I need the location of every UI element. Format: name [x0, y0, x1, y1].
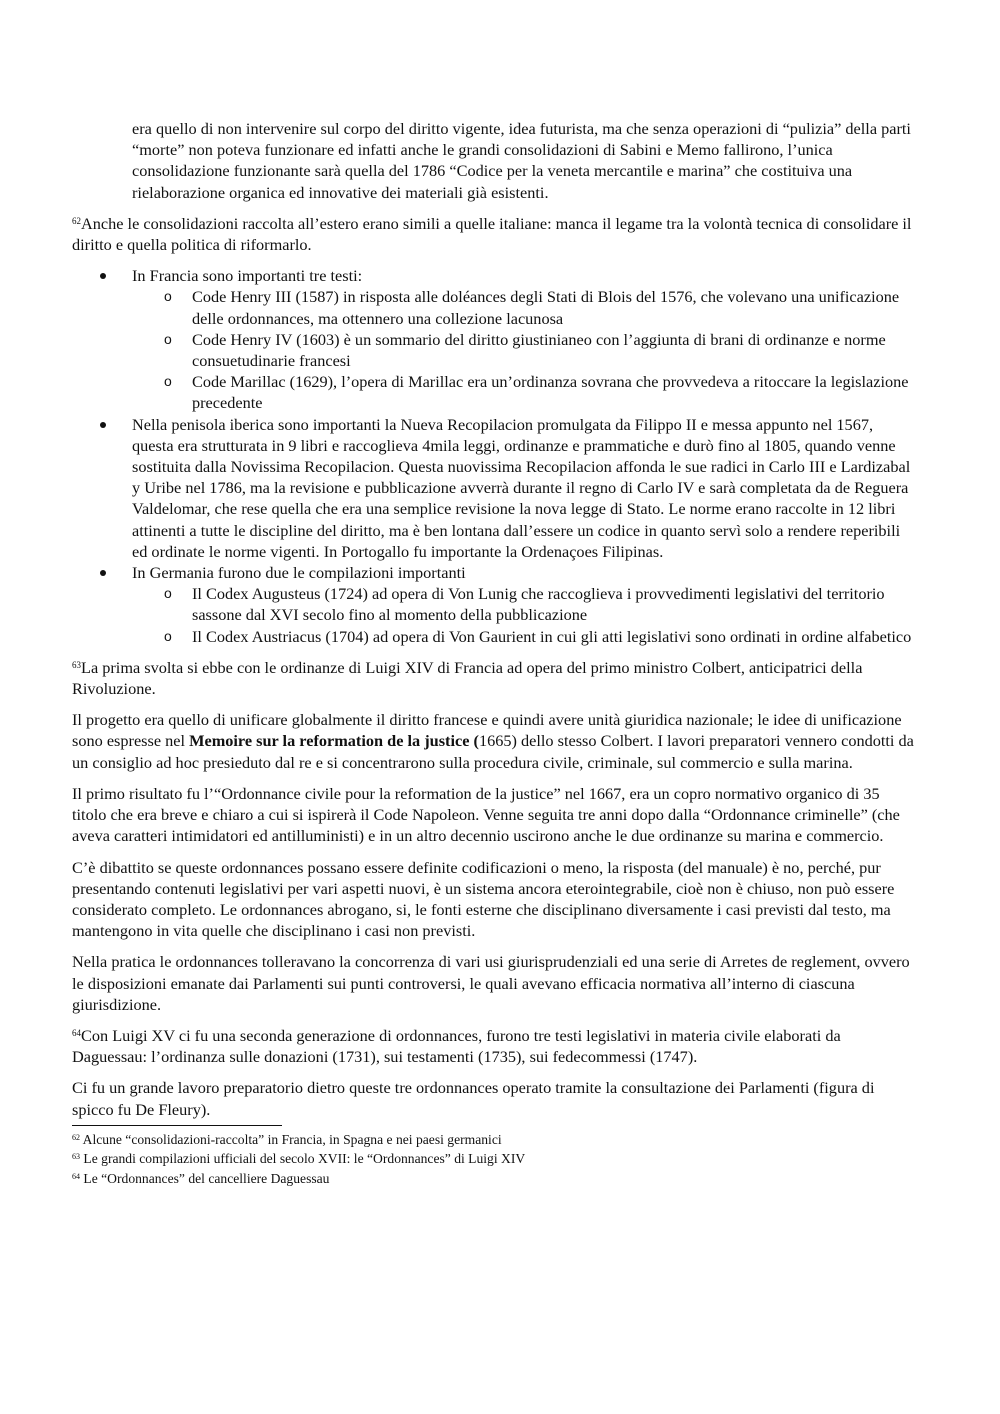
footnote-text: Le grandi compilazioni ufficiali del secolo XVII: le “Ordonnances” di Luigi XIV: [83, 1151, 526, 1167]
memoire-title: Memoire sur la reformation de la justice (: [189, 731, 479, 751]
project-text-after: 1665) dello stesso Colbert. I lavori preparatori vennero condotti da un consiglio ad hoc presieduto dal re e si concentrarono sulla procedura civile, criminale, sul commercio e sulla marina.: [72, 731, 914, 772]
list-item-francia: [72, 265, 917, 413]
project-text-before: Il progetto era quello di unificare globalmente il diritto francese e quindi avere unità giuridica nazionale; le idee di unificazione sono espresse nel: [72, 710, 902, 751]
sublist-item: o Il Codex Austriacus (1704) ad opera di Von Gaurient in cui gli atti legislativi sono ordinati in ordine alfabetico: [132, 626, 917, 647]
project-paragraph: [72, 709, 917, 773]
footnote-ref-63[interactable]: 63: [72, 659, 81, 670]
ordonnance-civile-paragraph: Il primo risultato fu l’“Ordonnance civile pour la reformation de la justice” nel 1667, era un copro normativo organico di 35 titolo che era breve e chiaro a cui si ispirerà il Code Napoleon. Venne seguita tre anni dopo dalla “Ordonnance criminelle” (che aveva caratteri intimidatori ed antilluministi) e in un altro decennio uscirono anche le due ordinanze su marina e commercio.: [72, 783, 900, 846]
footnote-ref-64[interactable]: 64: [72, 1027, 81, 1038]
continued-paragraph: era quello di non intervenire sul corpo del diritto vigente, idea futurista, ma che senza operazioni di “pulizia” della parti “morte” non poteva funzionare ed infatti anche le grandi consolidazioni di Sabini e Memo fallirono, l’unica consolidazione funzionante sarà quella del 1786 “Codice per la veneta mercantile e marina” che costituiva una rielaborazione organica ed innovative dei materiali già esistenti.: [132, 119, 911, 202]
footnote-64: [72, 1169, 917, 1189]
footnote-ref-62[interactable]: 62: [72, 215, 81, 226]
footnote-number: 62: [72, 1132, 80, 1142]
practice-paragraph: Nella pratica le ordonnances tolleravano la concorrenza di vari usi giurisprudenziali ed una serie di Arretes de reglement, ovvero le disposizioni emanate dai Parlamenti sui punti controversi, le quali avevano efficacia normativa all’interno di ciascuna giurisdizione.: [72, 952, 910, 1014]
section-62-paragraph: [72, 213, 917, 255]
footnote-number: 63: [72, 1152, 80, 1162]
footnote-63: [72, 1149, 917, 1169]
sublist-item: o Code Henry IV (1603) è un sommario del diritto giustinianeo con l’aggiunta di brani di ordinanze e norme consuetudinarie francesi: [132, 329, 917, 371]
footnotes: [72, 1130, 917, 1189]
footnote-62: [72, 1130, 917, 1150]
section-62-text: Anche le consolidazioni raccolta all’estero erano simili a quelle italiane: manca il legame tra la volontà tecnica di consolidare il diritto e quella politica di riformarlo.: [72, 213, 912, 255]
sublist-francia: [132, 286, 917, 413]
debate-paragraph: C’è dibattito se queste ordonnances possano essere definite codificazioni o meno, la risposta (del manuale) è no, perché, pur presentando contenuti legislativi per vari aspetti nuovi, è un sistema ancora eterointegrabile, cioè non è chiuso, non può essere considerato completo. Le ordonnances abrogano, si, le fonti esterne che disciplinano diversamente i casi previsti dal testo, ma mantengono in vita quelle che disciplinano i casi non previsti.: [72, 857, 895, 941]
section-63-paragraph: [72, 657, 917, 699]
consolidations-list: [72, 265, 917, 647]
list-item-iberia: [72, 414, 917, 562]
section-64-paragraph: [72, 1025, 917, 1067]
list-item-text: Nella penisola iberica sono importanti la Nueva Recopilacion promulgata da Filippo II e messa appunto nel 1567, questa era strutturata in 9 libri e raccoglieva 4mila leggi, ordinanze e prammatiche e durò fino al 1805, quando venne sostituita dalla Novissima Recopilacion. Questa nuovissima Recopilacion affonda le sue radici in Carlo III e Lardizabal y Uribe nel 1786, ma la revisione e pubblicazione avverrà durante il regno di Carlo IV e sarà completata da de Reguera Valdelomar, che rese quella che era una semplice revisione la nova legge di Stato. Le norme erano raccolte in 12 libri attinenti a tutte le discipline del diritto, ma è ben lontana dall’essere un codice in quanto servì solo a rendere reperibili ed ordinate le norme vigenti. In Portogallo fu importante la Ordenaçoes Filipinas.: [132, 414, 911, 561]
section-63-text: La prima svolta si ebbe con le ordinanze di Luigi XIV di Francia ad opera del primo ministro Colbert, anticipatrici della Rivoluzione.: [72, 657, 863, 699]
section-64-text: Con Luigi XV ci fu una seconda generazione di ordonnances, furono tre testi legislativi in materia civile elaborati da Daguessau: l’ordinanza sulle donazioni (1731), sui testamenti (1735), sui fedecommessi (1747).: [72, 1025, 841, 1067]
footnote-text: Alcune “consolidazioni-raccolta” in Francia, in Spagna e nei paesi germanici: [82, 1131, 502, 1147]
footnote-separator: [72, 1125, 282, 1126]
sublist-item: o Code Marillac (1629), l’opera di Marillac era un’ordinanza sovrana che provvedeva a ritoccare la legislazione precedente: [132, 371, 917, 413]
document-page: [72, 118, 917, 1188]
list-item-text: In Germania furono due le compilazioni importanti: [132, 563, 466, 583]
list-item-germania: [72, 562, 917, 647]
sublist-item: o Il Codex Augusteus (1724) ad opera di Von Lunig che raccoglieva i provvedimenti legislativi del territorio sassone dal XVI secolo fino al momento della pubblicazione: [132, 583, 917, 625]
list-item-text: In Francia sono importanti tre testi:: [132, 266, 363, 286]
last-paragraph: Ci fu un grande lavoro preparatorio dietro queste tre ordonnances operato tramite la consultazione dei Parlamenti (figura di spicco fu De Fleury).: [72, 1078, 875, 1119]
sublist-item: o Code Henry III (1587) in risposta alle doléances degli Stati di Blois del 1576, che volevano una unificazione delle ordonnances, ma ottennero una collezione lacunosa: [132, 286, 917, 328]
footnote-text: Le “Ordonnances” del cancelliere Daguessau: [83, 1170, 330, 1186]
sublist-germania: [132, 583, 917, 647]
footnote-number: 64: [72, 1171, 80, 1181]
